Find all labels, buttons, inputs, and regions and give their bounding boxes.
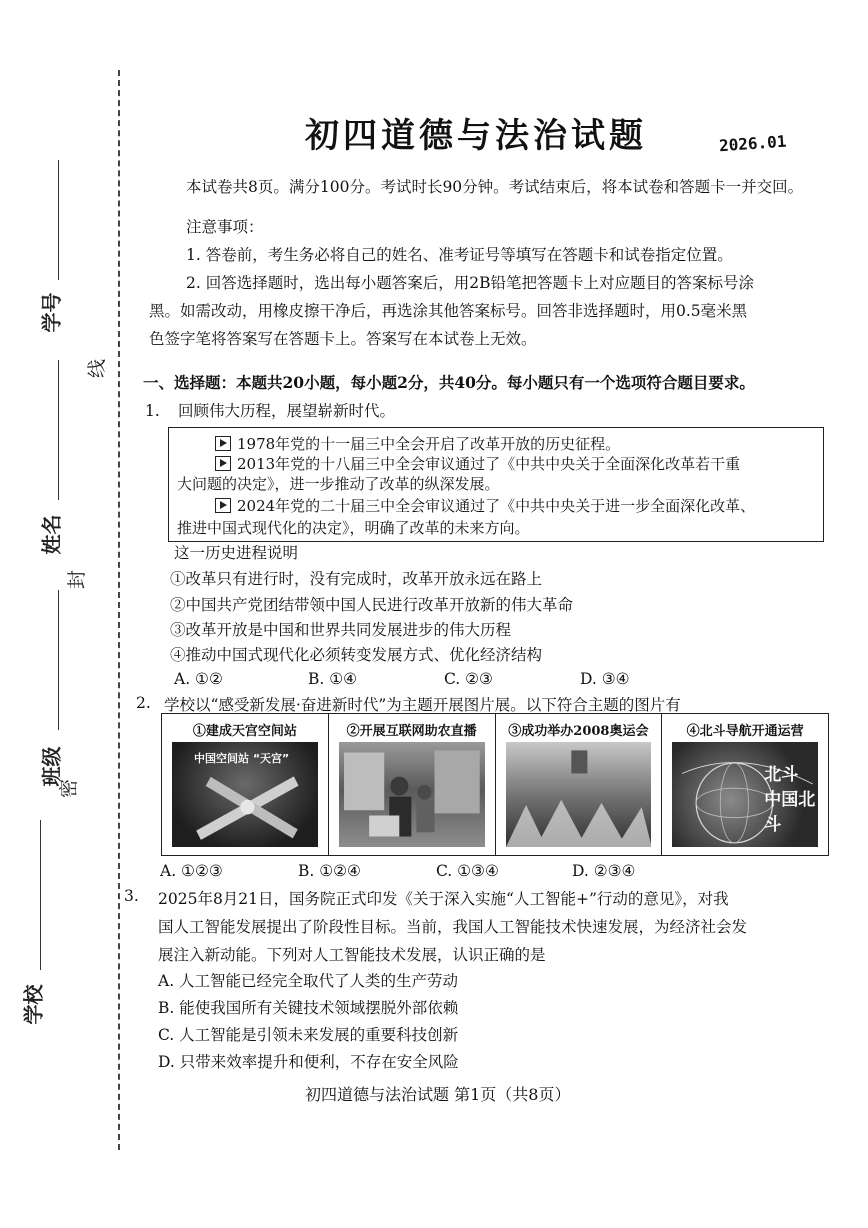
q3-option-d: D. 只带来效率提升和便利，不存在安全风险 — [158, 1053, 459, 1071]
name-blank — [58, 360, 59, 500]
q1-lead: 这一历史进程说明 — [174, 544, 299, 562]
q1-statement-3: ③改革开放是中国和世界共同发展进步的伟大历程 — [170, 621, 512, 639]
q2-image-2 — [329, 714, 496, 855]
note-1: 1. 答卷前，考生务必将自己的姓名、准考证号等填写在答题卡和试卷指定位置。 — [186, 246, 733, 264]
note-2b: 黑。如需改动，用橡皮擦干净后，再选涂其他答案标号。回答非选择题时，用0.5毫米黑 — [149, 302, 748, 320]
page-footer: 初四道德与法治试题 第1页（共8页） — [305, 1085, 571, 1104]
timeline-row-cont: 推进中国式现代化的决定》，明确了改革的未来方向。 — [177, 519, 530, 537]
q2-option-d: D. ②③④ — [572, 862, 636, 880]
q3-line-3: 展注入新动能。下列对人工智能技术发展，认识正确的是 — [158, 946, 546, 964]
q1-statement-2: ②中国共产党团结带领中国人民进行改革开放新的伟大革命 — [170, 596, 574, 614]
exam-title: 初四道德与法治试题 — [305, 116, 647, 156]
q1-timeline-box — [168, 427, 824, 542]
note-2c: 色签字笔将答案写在答题卡上。答案写在本试卷上无效。 — [149, 330, 537, 348]
image-caption: ①建成天宫空间站 — [192, 724, 297, 739]
play-icon — [215, 498, 231, 513]
image-caption: ②开展互联网助农直播 — [346, 724, 477, 739]
space-station-photo — [172, 742, 318, 847]
play-icon — [215, 456, 231, 471]
class-label: 班级 — [39, 746, 64, 787]
photo-label: 北斗 中国北斗 — [764, 765, 816, 835]
q2-image-4 — [662, 714, 828, 855]
q3-option-c: C. 人工智能是引领未来发展的重要科技创新 — [158, 1026, 459, 1044]
q2-option-c: C. ①③④ — [436, 862, 499, 880]
livestream-scene-icon — [339, 742, 485, 847]
q3-line-2: 国人工智能发展提出了阶段性目标。当前，我国人工智能技术快速发展，为经济社会发 — [158, 918, 748, 936]
student-no-blank — [58, 160, 59, 280]
seal-dashed-line — [118, 70, 120, 1150]
notes-title: 注意事项： — [186, 218, 264, 236]
exam-date: 2026.01 — [718, 131, 788, 156]
q1-option-b: B. ①④ — [308, 670, 358, 688]
image-caption: ③成功举办2008奥运会 — [508, 724, 649, 739]
q1-number: 1. — [145, 402, 160, 420]
seal-char-line: 线 — [86, 358, 109, 379]
photo-label: 中国空间站 “天宫” — [194, 752, 290, 765]
timeline-row: 2013年党的十八届三中全会审议通过了《中共中央关于全面深化改革若干重 — [177, 451, 815, 478]
q3-option-a: A. 人工智能已经完全取代了人类的生产劳动 — [158, 972, 459, 990]
timeline-row: 1978年党的十一届三中全会开启了改革开放的历史征程。 — [177, 431, 815, 458]
timeline-row: 2024年党的二十届三中全会审议通过了《中共中央关于进一步全面深化改革、 — [177, 493, 815, 520]
seal-char-mi: 密 — [58, 778, 81, 799]
play-icon — [215, 436, 231, 451]
school-label: 学校 — [21, 984, 46, 1025]
school-blank — [40, 820, 41, 970]
q1-option-d: D. ③④ — [580, 670, 630, 688]
q2-option-a: A. ①②③ — [160, 862, 223, 880]
timeline-row-cont: 大问题的决定》，进一步推动了改革的纵深发展。 — [177, 475, 500, 493]
seal-char-feng: 封 — [66, 569, 89, 590]
q1-statement-4: ④推动中国式现代化必须转变发展方式、优化经济结构 — [170, 646, 543, 664]
q3-number: 3. — [124, 887, 139, 905]
image-caption: ④北斗导航开通运营 — [686, 724, 804, 739]
instruction-line: 本试卷共8页。满分100分。考试时长90分钟。考试结束后，将本试卷和答题卡一并交回。 — [186, 178, 804, 196]
olympics-logo-icon — [506, 742, 652, 847]
q2-image-3 — [496, 714, 663, 855]
note-2a: 2. 回答选择题时，选出每小题答案后，用2B铅笔把答题卡上对应题目的答案标号涂 — [186, 274, 754, 292]
name-label: 姓名 — [39, 514, 64, 555]
q1-statement-1: ①改革只有进行时，没有完成时，改革开放永远在路上 — [170, 570, 543, 588]
section-heading: 一、选择题：本题共20小题，每小题2分，共40分。每小题只有一个选项符合题目要求。 — [143, 373, 755, 392]
student-no-label: 学号 — [39, 292, 64, 333]
class-blank — [58, 590, 59, 730]
q1-stem: 回顾伟大历程，展望崭新时代。 — [178, 402, 396, 420]
beidou-photo — [672, 742, 818, 847]
olympics-photo — [506, 742, 652, 847]
q3-line-1: 2025年8月21日，国务院正式印发《关于深入实施“人工智能+”行动的意见》，对我 — [158, 890, 729, 908]
livestream-photo — [339, 742, 485, 847]
q2-stem: 学校以“感受新发展·奋进新时代”为主题开展图片展。以下符合主题的图片有 — [164, 696, 681, 714]
q1-option-a: A. ①② — [174, 670, 223, 688]
q2-number: 2. — [136, 694, 151, 712]
q3-option-b: B. 能使我国所有关键技术领域摆脱外部依赖 — [158, 999, 459, 1017]
q2-option-b: B. ①②④ — [298, 862, 361, 880]
q2-image-1 — [162, 714, 329, 855]
q1-option-c: C. ②③ — [444, 670, 493, 688]
q2-image-row — [161, 713, 829, 856]
